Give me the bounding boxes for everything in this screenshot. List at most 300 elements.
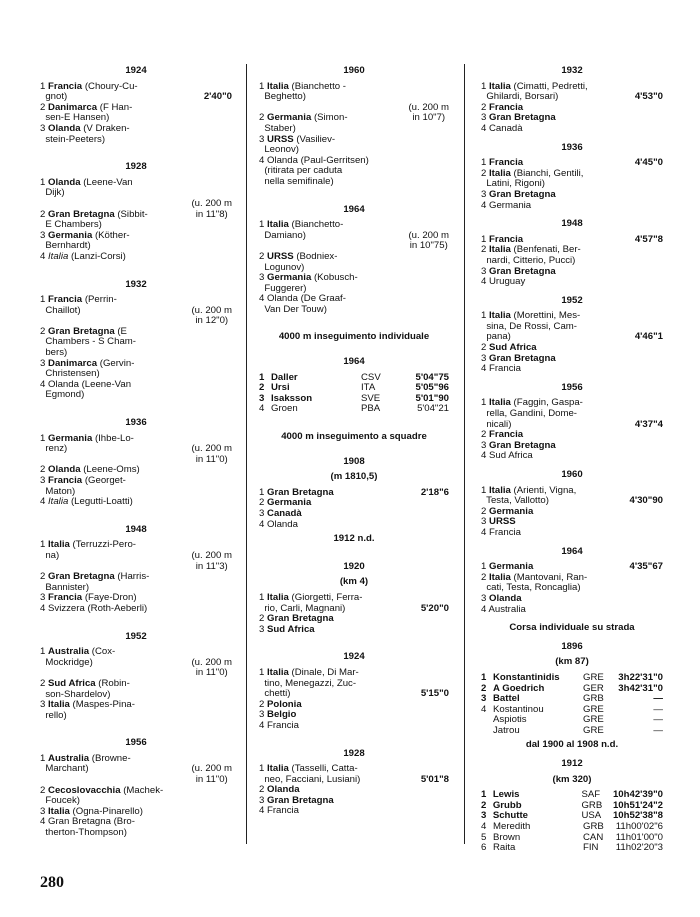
result-line: 2 Polonia [259,698,302,710]
team-name: Italia [267,666,289,678]
team-name: URSS [267,133,294,145]
team-name: Germania [489,561,534,573]
result-row [259,404,449,415]
team-name: Francia [48,294,83,306]
result-entry [481,486,663,539]
result-line: 2 Gran Bretagna [259,613,334,625]
time: 5'04"75 [415,371,449,383]
result-line: Bannister) [40,581,90,593]
result-line: 2 Olanda [259,784,300,796]
year-heading: 1952 [125,630,147,642]
place: 4 [481,821,487,833]
result-line: nicali) [481,418,512,430]
result-row [481,726,663,737]
year-block [259,457,449,545]
result-line: Dijk) [40,187,65,199]
result-line: 2 Italia (Mantovani, Ran- [481,571,588,583]
result-entry [481,311,663,375]
nation-code: SVE [361,392,381,404]
result-value: 4'46"1 [634,331,663,343]
result-entry [40,178,232,263]
athlete-name: Isaksson [271,392,313,404]
result-line: 2 Italia (Benfenati, Ber- [481,244,581,256]
result-entry [40,434,232,508]
team-name: Francia [489,101,524,113]
athlete-name: Battel [493,693,520,705]
athlete-name: Aspiotis [493,714,527,726]
result-line: nardi, Citterio, Pucci) [481,254,576,266]
result-entry [481,235,663,288]
team-name: Gran Bretagna [48,208,115,220]
result-line: 3 Gran Bretagna [481,439,556,451]
result-line: Christensen) [40,368,100,380]
place: 6 [481,842,487,854]
year-block [481,296,663,375]
place: 2 [481,682,487,694]
year-block [40,525,232,615]
result-line: 2 Sud Africa (Robin- [40,677,130,689]
result-entry [259,668,449,732]
not-held-note: dal 1900 al 1908 n.d. [525,739,619,751]
result-line: 3 Francia (Georget- [40,475,126,486]
result-line: 2 Cecoslovacchia (Machek- [40,784,164,796]
athlete-name: Ursi [271,382,290,394]
result-line: nella semifinale) [259,175,334,187]
nation-code: SAF [581,789,601,801]
team-name: Olanda [48,464,81,476]
team-name: Italia [48,539,70,551]
result-line: Fuggerer) [259,282,307,294]
result-line: bers) [40,347,68,359]
time: 10h42'39"0 [612,789,663,801]
time: 10h51'24"2 [612,799,663,811]
result-line: son-Shardelov) [40,688,111,700]
year-heading: 1928 [125,161,147,173]
place: 1 [481,789,487,801]
result-entry [259,488,449,530]
event-title: 4000 m inseguimento individuale [278,331,430,343]
team-name: Canadà [267,508,302,519]
year-heading: 1920 [343,560,365,572]
result-line: 3 Olanda [481,592,522,604]
column-middle [259,66,449,834]
result-line: 2 Francia [481,101,524,113]
record-note: (u. 200 m in 11"0) [191,443,232,465]
year-block [259,562,449,636]
year-block [481,759,663,854]
team-name: Germania [489,505,534,517]
team-name: Gran Bretagna [489,265,556,277]
team-name: Australia [48,646,90,658]
result-value: 5'15"0 [420,688,449,700]
team-name: Gran Bretagna [489,188,556,200]
result-entry [259,593,449,635]
result-line: 2 Italia (Bianchi, Gentili, [481,167,584,179]
result-line: 1 Italia (Tasselli, Catta- [259,763,358,775]
team-name: Sud Africa [48,677,96,689]
record-note: (u. 200 m in 10"7) [408,101,449,124]
record-note: (u. 200 m in 11"0) [191,763,232,786]
nation-code: GRB [581,799,603,811]
team-name: Italia [489,244,511,256]
team-name: Germania [267,112,312,124]
year-block [259,357,449,415]
result-line: 3 Sud Africa [259,623,315,635]
result-line: 4 Italia (Lanzi-Corsi) [40,250,126,262]
result-line: rella, Gandini, Dome- [481,408,577,420]
place [481,715,493,726]
result-line: 3 Gran Bretagna [259,794,334,806]
athlete-name: Meredith [493,821,531,833]
result-entry [259,764,449,817]
year-block [40,738,232,838]
result-line: 3 Italia (Ogna-Pinarello) [40,805,143,817]
result-line: 4 Gran Bretagna (Bro- [40,816,135,828]
team-name: Germania [48,432,93,444]
team-name: Olanda [48,176,81,188]
result-line: therton-Thompson) [40,827,127,839]
result-line: 1 Italia (Faggin, Gaspa- [481,397,583,409]
result-value: 4'37"4 [634,418,663,430]
year-heading: 1912 [561,758,583,770]
result-line: 4 Olanda (Leene-Van [40,378,132,390]
result-line: 2 Gran Bretagna (Sibbit- [40,208,148,220]
year-heading: 1948 [125,523,147,535]
nation-code: GRB [583,693,604,705]
team-name: Australia [48,752,90,764]
time: 11h01'00"0 [615,831,663,843]
result-line: 3 Gran Bretagna [481,265,556,277]
result-line: 2 Olanda (Leene-Oms) [40,464,140,476]
team-name: Danimarca [48,357,98,369]
column-divider [246,64,247,844]
time: 3h22'31"0 [618,671,663,683]
athlete-name: A Goedrich [493,682,545,694]
result-line: 1 Australia (Browne- [40,752,131,764]
team-name: Italia [489,310,511,322]
team-name: Olanda [267,784,300,796]
record-note: (u. 200 m in 11"8) [191,197,232,220]
result-line: rello) [40,709,67,721]
result-line: 2 Gran Bretagna (Harris- [40,571,150,583]
result-line: 4 Canadà [481,122,523,134]
athlete-name: Brown [493,831,521,843]
result-entry [40,647,232,721]
athlete-name: Schutte [492,810,528,822]
result-value: 4'45"0 [634,157,663,169]
time: 5'04"21 [417,403,449,415]
year-heading: 1932 [125,278,147,290]
team-name: Italia [48,805,70,817]
result-line: Ghilardi, Borsari) [481,91,559,103]
team-name: Polonia [267,698,302,710]
year-block [259,205,449,316]
result-line: 1 Italia (Terruzzi-Pero- [40,539,136,551]
team-name: Italia [267,763,289,775]
result-line: 4 Svizzera (Roth-Aeberli) [40,602,148,614]
result-line: E Chambers) [40,219,102,231]
result-line: Beghetto) [259,91,306,103]
distance-heading: (km 320) [552,773,592,785]
result-line: Chaillot) [40,304,81,316]
team-name: URSS [489,516,516,528]
year-heading: 1908 [343,455,365,467]
team-name: Gran Bretagna [267,794,334,806]
team-name: Francia [489,157,524,169]
result-line: 3 Gran Bretagna [481,112,556,124]
year-heading: 1936 [125,417,147,429]
result-line: 3 Olanda (V Draken- [40,122,130,134]
result-line: 4 Francia [481,363,521,375]
year-heading: 1928 [343,747,365,759]
year-heading: 1896 [561,640,583,652]
place: 1 [259,371,265,383]
team-name: Gran Bretagna [489,352,556,364]
team-name: Belgio [267,709,297,721]
team-name: Francia [489,233,524,245]
team-name: Germania [267,272,312,284]
year-block [40,162,232,262]
result-line: 4 Sud Africa [481,450,533,462]
place: 2 [481,799,487,811]
result-line: 4 Germania [481,199,532,211]
result-line: 1 Italia (Dinale, Di Mar- [259,666,359,678]
team-name: Italia [48,250,69,262]
result-line: 3 Germania (Kobusch- [259,272,358,284]
athlete-name: Groen [271,403,298,415]
place: 3 [481,693,487,705]
result-line: 4 Francia [259,805,299,817]
result-line: 4 Australia [481,603,526,615]
nation-code: FIN [583,842,599,854]
place: 1 [481,671,487,683]
year-block [40,280,232,402]
result-entry [259,82,449,188]
time: — [653,714,663,726]
result-entry [481,398,663,462]
year-block [40,632,232,722]
result-line: Latini, Rigoni) [481,178,545,190]
year-heading: 1924 [125,65,147,76]
result-row [481,673,663,684]
result-line: Damiano) [259,229,306,241]
place: 3 [259,392,265,404]
year-block [481,66,663,135]
result-line: 3 URSS [481,516,516,528]
nation-code: PBA [361,403,381,415]
column-left [40,66,232,856]
result-line: 1 Italia (Bianchetto - [259,80,346,92]
year-heading: 1964 [343,356,365,368]
result-line: Foucek) [40,795,80,807]
result-line: 3 Gran Bretagna [481,188,556,200]
year-heading: 1964 [343,203,365,215]
result-line: 2 Francia [481,429,524,441]
nation-code: GRE [583,703,604,715]
team-name: Francia [48,592,83,604]
result-value: 5'20"0 [420,602,449,614]
team-name: Italia [267,80,289,92]
result-line: Bernhardt) [40,240,91,252]
nation-code: GRB [583,821,604,833]
result-value: 2'40"0 [203,91,232,103]
year-block [259,749,449,818]
result-entry [481,82,663,135]
nation-code: USA [581,810,602,822]
place: 2 [259,382,265,394]
time: 3h42'31"0 [618,682,663,694]
distance-heading: (km 87) [555,656,589,668]
result-line: 4 Francia [481,526,521,538]
result-line: sen-E Hansen) [40,112,110,124]
year-block [481,383,663,462]
result-entry [40,295,232,401]
team-name: Gran Bretagna [489,112,556,124]
record-note: (u. 200 m in 12"0) [191,304,232,327]
result-line: Egmond) [40,389,85,401]
year-heading: 1936 [561,141,583,153]
year-block [481,143,663,212]
time: 11h02'20"3 [615,842,663,854]
result-line: 3 Gran Bretagna [481,352,556,364]
result-line: 1 Francia [481,157,524,169]
team-name: Olanda [48,122,81,134]
place: 4 [481,703,487,715]
result-line: 2 Germania [259,497,312,509]
result-line: Marchant) [40,763,89,775]
team-name: Italia [489,397,511,409]
team-name: Germania [267,497,312,509]
result-line: tino, Menegazzi, Zuc- [259,677,357,689]
athlete-name: Konstantinidis [493,671,560,683]
result-line: 3 Italia (Maspes-Pina- [40,699,135,711]
place [481,726,493,737]
year-heading: 1948 [561,218,583,230]
result-entry [481,158,663,211]
place: 4 [259,403,265,415]
nation-code: GRE [583,724,604,736]
nation-code: GER [583,682,604,694]
result-line: 3 Francia (Faye-Dron) [40,592,137,604]
result-line: renz) [40,443,68,455]
year-block [481,642,663,751]
year-heading: 1964 [561,545,583,557]
athlete-name: Jatrou [493,724,520,736]
result-line: 4 Olanda (De Graaf- [259,293,346,305]
record-note: (u. 200 m in 11"0) [191,656,232,679]
nation-code: GRE [583,714,604,726]
team-name: Gran Bretagna [489,439,556,451]
athlete-name: Kostantinou [493,703,544,715]
team-name: Gran Bretagna [267,486,334,498]
time: — [653,693,663,705]
result-line: 1 Italia (Cimatti, Pedretti, [481,80,588,92]
result-line: 2 Sud Africa [481,342,537,354]
team-name: Italia [48,496,69,508]
result-line: 1 Olanda (Leene-Van [40,176,133,188]
result-line: 1 Francia (Perrin- [40,294,117,306]
nation-code: GRE [583,671,604,683]
team-name: Italia [267,219,289,231]
result-entry [40,82,232,146]
year-heading: 1924 [343,651,365,663]
team-name: Gran Bretagna [48,325,115,337]
time: 11h00'02"6 [615,821,663,833]
result-line: 3 Belgio [259,709,297,721]
record-note: (u. 200 m in 10"75) [408,229,449,252]
result-line: 4 Olanda [259,518,298,530]
place: 3 [481,810,487,822]
team-name: Sud Africa [489,342,537,354]
team-name: Italia [489,80,511,92]
result-line: 2 URSS (Bodniex- [259,250,338,262]
column-divider [464,64,465,844]
result-line: 4 Olanda (Paul-Gerritsen) [259,154,369,166]
result-line: 2 Danimarca (F Han- [40,101,133,113]
result-line: 1 Australia (Cox- [40,646,116,658]
result-line: gnot) [40,91,68,103]
team-name: URSS [267,250,294,262]
year-heading: 1932 [561,65,583,76]
year-heading: 1952 [561,294,583,306]
result-entry [259,220,449,315]
result-line: 3 URSS (Vasiliev- [259,133,336,145]
event-title: Corsa individuale su strada [509,622,635,634]
result-value: 4'53"0 [634,91,663,103]
team-name: Germania [48,229,93,241]
result-line: 1 Italia (Giorgetti, Ferra- [259,591,363,603]
result-line: Testa, Vallotto) [481,495,549,507]
year-block [481,219,663,288]
result-line: Leonov) [259,144,300,156]
result-line: Staber) [259,122,296,134]
team-name: Italia [489,167,511,179]
result-entry [40,754,232,839]
team-name: Francia [48,475,83,486]
result-line: 4 Italia (Legutti-Loatti) [40,496,133,508]
page-number: 280 [40,874,64,891]
result-value: 5'01"8 [420,773,449,785]
result-line: cati, Testa, Roncaglia) [481,582,581,594]
result-line: 4 Francia [259,719,299,731]
result-line: 3 Danimarca (Gervin- [40,357,135,369]
team-name: Italia [48,699,70,711]
team-name: Italia [489,484,511,496]
result-line: na) [40,549,60,561]
event-title: 4000 m inseguimento a squadre [281,431,427,443]
result-line: 2 Germania [481,505,534,517]
result-value: 4'35"67 [629,561,663,573]
result-line: 1 Italia (Morettini, Mes- [481,310,581,322]
result-line: 2 Germania (Simon- [259,112,348,124]
result-value: 4'57"8 [634,233,663,245]
result-line: 1 Francia (Choury-Cu- [40,80,138,92]
result-line: 1 Italia (Bianchetto- [259,219,344,231]
result-value: 4'30"90 [629,495,663,507]
result-row [481,843,663,854]
team-name: Sud Africa [267,623,315,635]
result-line: Logunov) [259,261,305,273]
year-block [481,470,663,539]
athlete-name: Daller [271,371,298,383]
team-name: Francia [48,80,83,92]
result-line: Chambers - S Cham- [40,336,136,348]
result-value: 2'18"6 [420,486,449,498]
athlete-name: Lewis [492,789,520,801]
year-block [259,652,449,731]
year-heading: 1956 [125,737,147,749]
result-line: 1 Germania [481,561,534,573]
